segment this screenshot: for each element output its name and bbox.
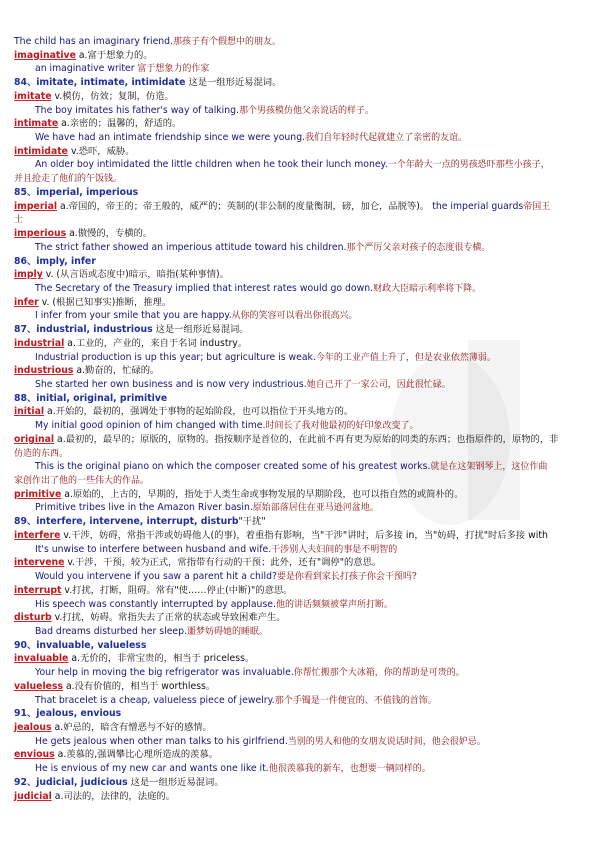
example-en: He is envious of my new car and wants one like it. bbox=[35, 763, 269, 775]
headword: judicial bbox=[14, 790, 52, 802]
headword: interfere bbox=[14, 529, 61, 541]
example-cn: 财政大臣暗示利率将下降。 bbox=[373, 283, 482, 294]
example-en: We have had an intimate friendship since we were young. bbox=[35, 132, 306, 144]
definition-text: a.亲密的；温馨的，舒适的。 bbox=[58, 118, 182, 130]
example-en: an imaginative writer bbox=[35, 63, 135, 75]
word-definition bbox=[0, 488, 592, 501]
example-en: My initial good opinion of him changed with time. bbox=[35, 420, 266, 432]
headword: original bbox=[14, 433, 55, 445]
section-note: 这是一组形近易混词。 bbox=[127, 776, 224, 788]
headword: invaluable bbox=[14, 653, 69, 665]
word-definition bbox=[0, 268, 592, 281]
example-cn: 他的讲话频频被掌声所打断。 bbox=[275, 599, 393, 610]
definition-text: a.开始的，最初的，强调处于事物的起始阶段，也可以指位于开头地方的。 bbox=[44, 406, 354, 418]
example-cn: 他很羡慕我的新车，也想要一辆同样的。 bbox=[268, 764, 431, 775]
example-sentence bbox=[0, 419, 592, 433]
example-sentence bbox=[0, 666, 592, 680]
definition-text: a.原始的，上古的，早期的，指处于人类生命或事物发展的早期阶段，也可以指自然的或简朴的。 bbox=[61, 488, 464, 500]
example-sentence bbox=[0, 309, 592, 323]
example-cn: 干涉别人夫妇间的事是不明智的 bbox=[271, 544, 398, 555]
example-en: Industrial production is up this year; but agriculture is weak. bbox=[35, 351, 316, 363]
headword: intervene bbox=[14, 557, 65, 569]
example-cn: 那个手镯是一件便宜的、不值钱的首饰。 bbox=[274, 695, 437, 706]
section-heading bbox=[0, 323, 592, 336]
word-definition bbox=[0, 748, 592, 761]
headword: imply bbox=[14, 269, 43, 281]
word-definition bbox=[0, 529, 592, 542]
word-definition bbox=[0, 680, 592, 693]
continued-line bbox=[0, 172, 592, 186]
section-heading bbox=[0, 76, 592, 89]
headword: jealous bbox=[14, 722, 52, 733]
definition-example-cn: 帝国王 bbox=[523, 201, 551, 212]
example-cn: 就是在这架钢琴上，这位作曲 bbox=[430, 462, 548, 473]
word-definition bbox=[0, 652, 592, 665]
example-sentence bbox=[0, 351, 592, 365]
definition-text: v.打扰，妨碍。常指失去了正常的状态或导致困难产生。 bbox=[51, 612, 286, 624]
section-heading bbox=[0, 707, 592, 720]
continued-text: 士 bbox=[14, 215, 24, 226]
word-definition bbox=[0, 227, 592, 240]
example-sentence bbox=[0, 735, 592, 749]
headword: imaginative bbox=[14, 49, 76, 61]
word-definition bbox=[0, 117, 592, 130]
example-en: She started her own business and is now very industrious. bbox=[35, 379, 307, 390]
definition-text: v.模仿，仿效；复制，仿造。 bbox=[51, 90, 174, 102]
example-cn: 那孩子有个假想中的朋友。 bbox=[173, 37, 282, 47]
word-definition bbox=[0, 405, 592, 418]
example-cn: 噩梦妨碍她的睡眠。 bbox=[187, 626, 269, 637]
example-cn: 那个男孩模仿他父亲说话的样子。 bbox=[239, 105, 375, 116]
example-sentence bbox=[0, 35, 592, 49]
example-sentence bbox=[0, 131, 592, 145]
example-cn: 从你的笑容可以看出你很高兴。 bbox=[231, 311, 358, 322]
example-cn: 今年的工业产值上升了，但是农业依然薄弱。 bbox=[315, 352, 496, 363]
example-cn: 原始部落居住在亚马逊河盆地。 bbox=[252, 503, 379, 514]
definition-text: v. (从言语或态度中)暗示，暗指(某种事情)。 bbox=[42, 269, 229, 281]
definition-text: a.傲慢的，专横的。 bbox=[66, 228, 153, 240]
continued-line bbox=[0, 474, 592, 488]
word-definition bbox=[0, 584, 592, 597]
example-sentence bbox=[0, 282, 592, 296]
example-en: Your help in moving the big refrigerator was invaluable. bbox=[35, 667, 294, 679]
example-en: Bad dreams disturbed her sleep. bbox=[35, 625, 188, 637]
definition-text: a.无价的，非常宝贵的，相当于 priceless。 bbox=[68, 653, 255, 665]
headword: interrupt bbox=[14, 584, 62, 596]
definition-text: a.帝国的，帝王的；帝王般的，威严的；英制的(非公制的度量衡制，磅，加仑，品脱等)。 bbox=[57, 200, 430, 212]
section-title: 85、imperial, imperious bbox=[14, 186, 139, 198]
word-definition bbox=[0, 790, 592, 803]
example-en: The Secretary of the Treasury implied that interest rates would go down. bbox=[35, 282, 374, 294]
section-note: 这是一组形近易混词。 bbox=[152, 324, 249, 336]
headword: imitate bbox=[14, 90, 52, 102]
example-cn: 当别的男人和他的女朋友说话时间，他会很妒忌。 bbox=[287, 736, 486, 747]
example-en: An older boy intimidated the little children when he took their lunch money. bbox=[35, 159, 388, 171]
section-title: 87、industrial, industrious bbox=[14, 324, 153, 336]
example-sentence bbox=[0, 762, 592, 776]
example-cn: 那个严厉父亲对孩子的态度很专横。 bbox=[346, 242, 491, 253]
section-note: "干扰" bbox=[238, 516, 266, 528]
example-sentence bbox=[0, 62, 592, 76]
example-en: It's unwise to interfere between husband and wife. bbox=[35, 543, 272, 555]
definition-text: v.恐吓，威胁。 bbox=[68, 145, 135, 157]
headword: valueless bbox=[14, 680, 64, 692]
word-definition bbox=[0, 721, 592, 734]
continued-line bbox=[0, 447, 592, 461]
example-cn: 一个年龄大一点的男孩恐吓那些小孩子， bbox=[387, 160, 550, 171]
example-sentence bbox=[0, 104, 592, 118]
word-definition bbox=[0, 337, 592, 350]
definition-example-en: the imperial guards bbox=[432, 200, 524, 212]
continued-line bbox=[0, 213, 592, 227]
example-cn: 要是你看到家长打孩子你会干预吗? bbox=[276, 572, 417, 583]
headword: infer bbox=[14, 296, 39, 308]
example-en: The child has an imaginary friend. bbox=[14, 36, 174, 47]
word-definition bbox=[0, 556, 592, 569]
word-definition bbox=[0, 364, 592, 377]
word-definition bbox=[0, 145, 592, 158]
section-title: 88、initial, original, primitive bbox=[14, 392, 168, 404]
definition-text: a.羡慕的,强调攀比心理所造成的羡慕。 bbox=[54, 749, 219, 761]
headword: disturb bbox=[14, 612, 52, 624]
definition-text: a.最初的，最早的；原版的，原物的。指按顺序是首位的，在此前不再有更为原始的同类的东西；也指原件的，原物的，非 bbox=[54, 433, 559, 445]
example-sentence bbox=[0, 543, 592, 557]
continued-text: 并且抢走了他们的午饭钱。 bbox=[14, 174, 123, 185]
example-en: The boy imitates his father's way of talking. bbox=[35, 104, 240, 116]
headword: industrious bbox=[14, 365, 74, 377]
headword: imperial bbox=[14, 200, 58, 212]
example-cn: 你帮忙搬那个大冰箱，你的帮助是可贵的。 bbox=[293, 668, 465, 679]
section-title: 84、imitate, intimate, intimidate bbox=[14, 77, 186, 89]
word-definition bbox=[0, 433, 592, 446]
definition-text: v.干涉，干预，较为正式，常指带有行动的干预；此外，还有"调停"的意思。 bbox=[64, 557, 382, 569]
definition-text: a.工业的，产业的，来自于名词 industry。 bbox=[64, 337, 248, 349]
example-en: The strict father showed an imperious attitude toward his children. bbox=[35, 241, 347, 253]
example-sentence bbox=[0, 694, 592, 708]
definition-text: a.富于想象力的。 bbox=[75, 49, 153, 61]
example-en: He gets jealous when other man talks to his girlfriend. bbox=[35, 735, 288, 747]
headword: intimidate bbox=[14, 145, 68, 157]
section-title: 86、imply, infer bbox=[14, 255, 96, 267]
example-sentence bbox=[0, 378, 592, 392]
example-sentence bbox=[0, 460, 592, 474]
section-heading bbox=[0, 776, 592, 789]
example-sentence bbox=[0, 570, 592, 584]
section-note: 这是一组形近易混词。 bbox=[185, 77, 282, 89]
definition-text: v. (根据已知事实)推断，推理。 bbox=[38, 296, 172, 308]
example-en: Primitive tribes live in the Amazon River basin. bbox=[35, 502, 253, 514]
definition-text: a.妒忌的，暗含有憎恶与不好的感情。 bbox=[51, 722, 212, 733]
headword: envious bbox=[14, 749, 55, 761]
word-definition bbox=[0, 200, 592, 214]
word-definition bbox=[0, 611, 592, 624]
word-definition bbox=[0, 49, 592, 62]
section-heading bbox=[0, 639, 592, 652]
example-cn: 她自己开了一家公司，因此很忙碌。 bbox=[306, 380, 451, 390]
section-heading bbox=[0, 392, 592, 405]
definition-text: a.司法的，法律的，法庭的。 bbox=[51, 790, 175, 802]
example-sentence bbox=[0, 625, 592, 639]
section-title: 89、interfere, intervene, interrupt, disturb bbox=[14, 516, 239, 528]
section-title: 91、jealous, envious bbox=[14, 708, 122, 720]
word-definition bbox=[0, 296, 592, 309]
headword: initial bbox=[14, 406, 45, 418]
example-sentence bbox=[0, 501, 592, 515]
headword: industrial bbox=[14, 337, 65, 349]
section-title: 90、invaluable, valueless bbox=[14, 639, 147, 651]
example-sentence bbox=[0, 158, 592, 172]
continued-text: 仿造的东西。 bbox=[14, 448, 69, 459]
example-en: That bracelet is a cheap, valueless piece of jewelry. bbox=[35, 694, 275, 706]
definition-text: v.打扰，打断，阻碍。常有"使……停止(中断)"的意思。 bbox=[61, 584, 293, 596]
section-heading bbox=[0, 255, 592, 268]
headword: primitive bbox=[14, 488, 62, 500]
example-cn: 时间长了我对他最初的好印象改变了。 bbox=[265, 421, 419, 432]
section-heading bbox=[0, 186, 592, 199]
word-definition bbox=[0, 90, 592, 103]
example-cn: 富于想象力的作家 bbox=[134, 64, 210, 75]
definition-text: v.干涉，妨碍，常指干涉或妨碍他人(的事)，着重指有影响，当"干涉"讲时，后多接 in，当"妨碍，打扰"时后多接 with bbox=[60, 529, 548, 541]
headword: imperious bbox=[14, 228, 67, 240]
example-cn: 我们自年轻时代起就建立了亲密的友谊。 bbox=[305, 133, 468, 144]
continued-text: 家创作出了他的一些伟大的作品。 bbox=[14, 476, 150, 487]
example-sentence bbox=[0, 241, 592, 255]
definition-text: a.勤奋的，忙碌的。 bbox=[73, 365, 160, 377]
section-heading bbox=[0, 515, 592, 528]
headword: intimate bbox=[14, 118, 59, 130]
example-en: I infer from your smile that you are happy. bbox=[35, 310, 232, 322]
section-title: 92、judicial, judicious bbox=[14, 776, 128, 788]
example-en: Would you intervene if you saw a parent hit a child? bbox=[35, 571, 277, 583]
example-en: His speech was constantly interrupted by applause. bbox=[35, 598, 276, 610]
example-sentence bbox=[0, 598, 592, 612]
definition-text: a.没有价值的，相当于 worthless。 bbox=[63, 680, 216, 692]
example-en: This is the original piano on which the composer created some of his greatest works. bbox=[35, 461, 431, 473]
